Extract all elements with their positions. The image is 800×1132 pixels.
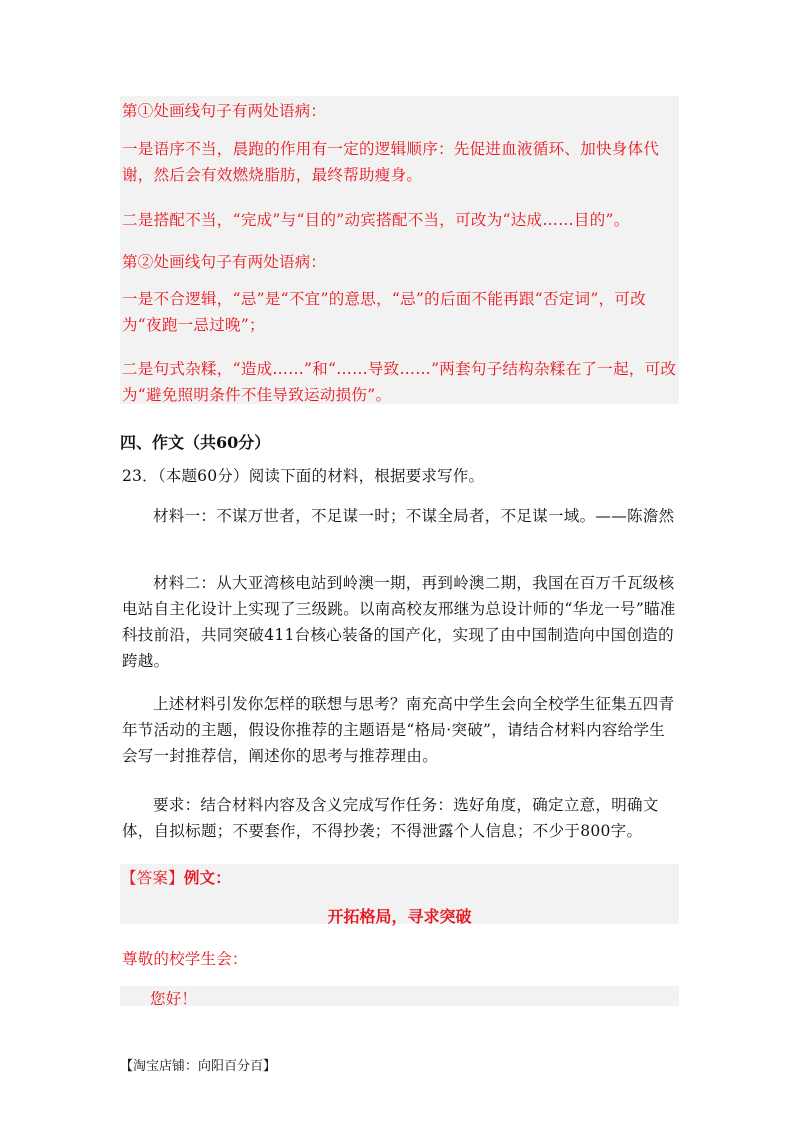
material-one: 材料一：不谋万世者，不足谋一时；不谋全局者，不足谋一域。——陈澹然	[153, 507, 675, 525]
answer-tag: 【答案】	[121, 869, 184, 887]
answer-p1-point-a: 一是语序不当，晨跑的作用有一定的逻辑顺序：先促进血液循环、加快身体代谢，然后会有效燃烧脂肪，最终帮助瘦身。	[122, 140, 660, 184]
question-line: 23．（本题60分）阅读下面的材料，根据要求写作。	[122, 467, 485, 485]
material-two: 材料二：从大亚湾核电站到岭澳一期，再到岭澳二期，我国在百万千瓦级核电站自主化设计上实现了三级跳。以南高校友邢继为总设计师的“华龙一号”瞄准科技前沿，共同突破411台核心装备的国产化，实现了由中国制造向中国创造的跨越。	[122, 574, 676, 670]
answer-label-line	[121, 866, 231, 888]
answer-p2-point-b: 二是句式杂糅，“造成……”和“……导致……”两套句子结构杂糅在了一起，可改为“避免照明条件不佳导致运动损伤”。	[122, 360, 677, 404]
answer-p2-title: 第②处画线句子有两处语病：	[122, 253, 327, 271]
section-heading: 四、作文（共60分）	[120, 433, 271, 452]
footer-shop-note: 【淘宝店铺：向阳百分百】	[120, 1059, 277, 1074]
example-label: 例文：	[183, 868, 231, 887]
essay-prompt: 上述材料引发你怎样的联想与思考？南充高中学生会向全校学生征集五四青年节活动的主题，假设你推荐的主题语是“格局·突破”，请结合材料内容给学生会写一封推荐信，阐述你的思考与推荐理由。	[122, 695, 675, 765]
essay-greeting: 您好！	[150, 990, 198, 1008]
essay-title: 开拓格局，寻求突破	[327, 907, 472, 926]
essay-salutation: 尊敬的校学生会：	[122, 950, 248, 968]
greeting-shade	[120, 986, 679, 1006]
answer-p1-point-b: 二是搭配不当，“完成”与“目的”动宾搭配不当，可改为“达成……目的”。	[122, 211, 630, 229]
essay-requirements: 要求：结合材料内容及含义完成写作任务：选好角度，确定立意，明确文体，自拟标题；不要套作，不得抄袭；不得泄露个人信息；不少于800字。	[122, 796, 659, 840]
answer-p1-title: 第①处画线句子有两处语病：	[122, 102, 327, 120]
answer-p2-point-a: 一是不合逻辑，“忌”是“不宜”的意思，“忌”的后面不能再跟“否定词”，可改为“夜跑一忌过晚”；	[122, 290, 646, 334]
